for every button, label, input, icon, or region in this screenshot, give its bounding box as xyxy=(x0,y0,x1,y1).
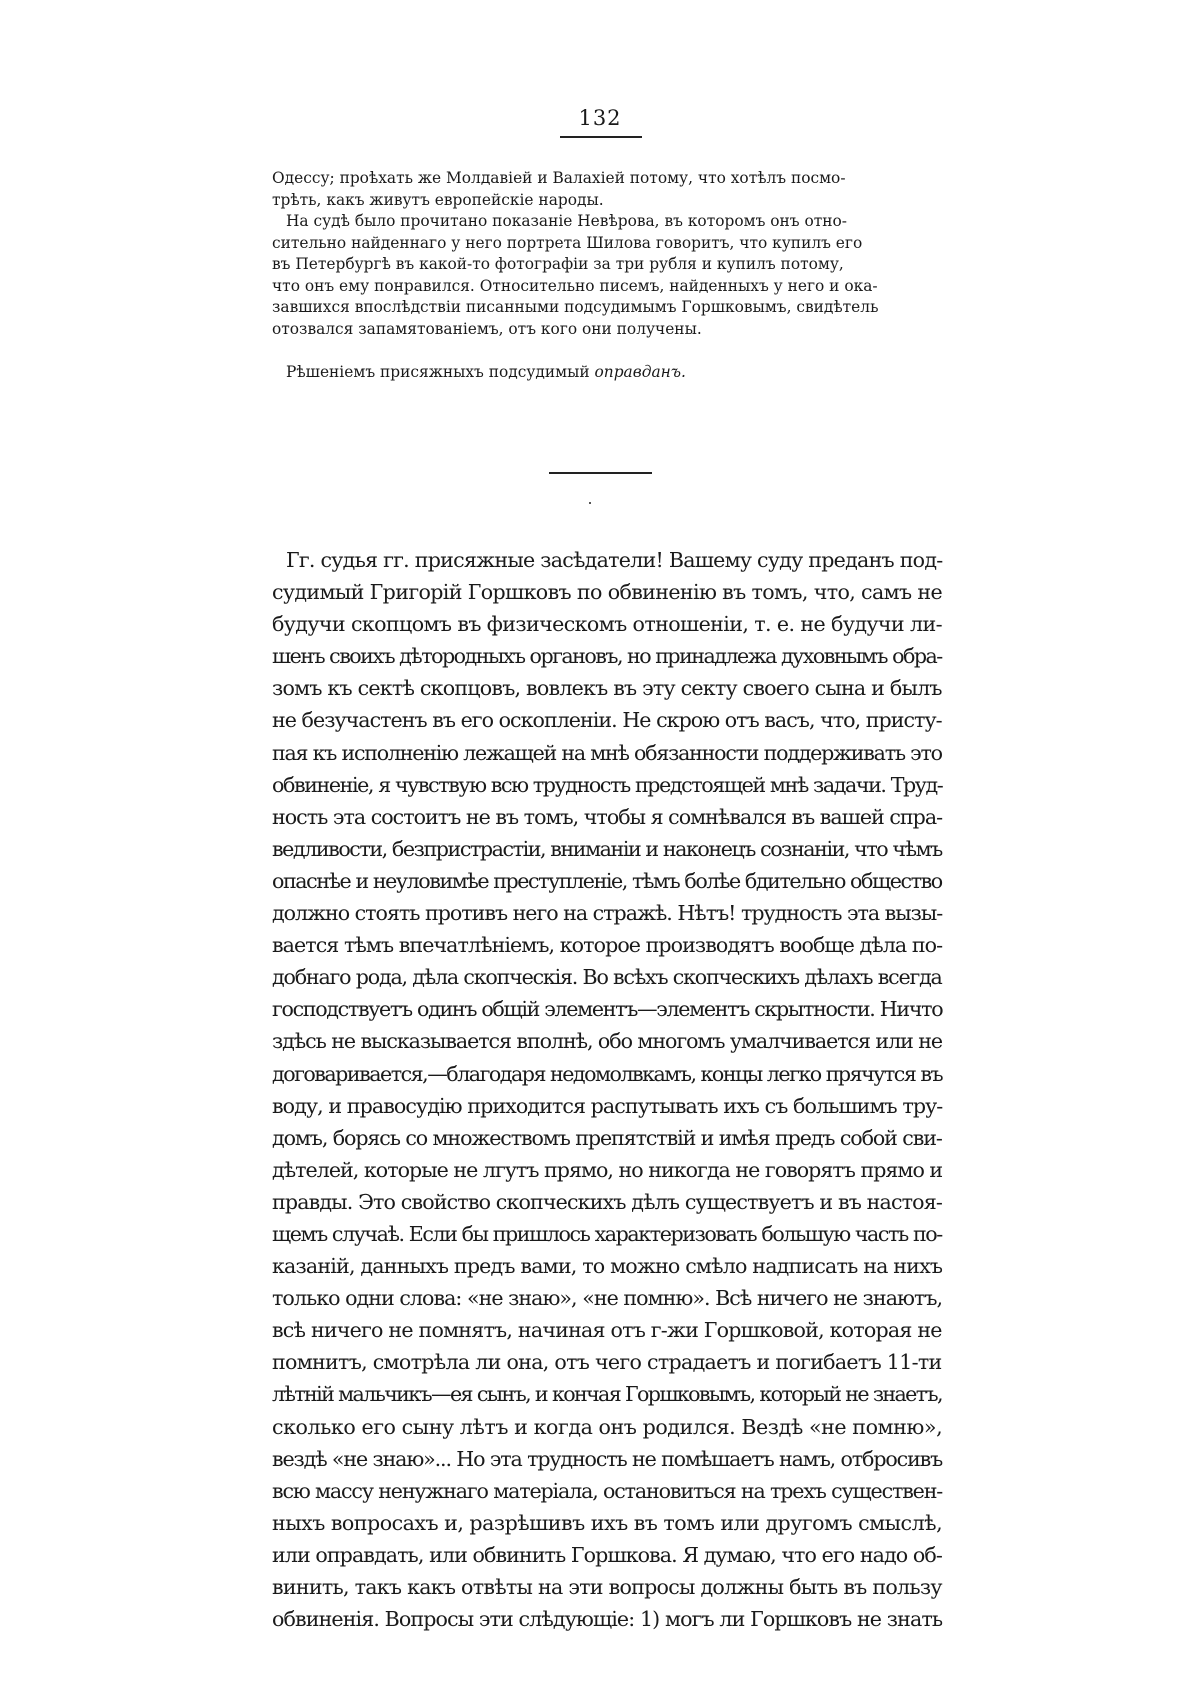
speech-line: обвиненія. Вопросы эти слѣдующіе: 1) могъ ли Горшковъ не знать xyxy=(272,1607,943,1632)
speech-line: будучи скопцомъ въ физическомъ отношеніи, т. е. не будучи ли- xyxy=(272,612,942,637)
speech-line: всю массу ненужнаго матеріала, остановиться на трехъ существен- xyxy=(272,1478,943,1503)
speech-line: пая къ исполненію лежащей на мнѣ обязанности поддерживать это xyxy=(272,740,942,765)
speech-line: не безучастенъ въ его оскопленіи. Не скрою отъ васъ, что, присту- xyxy=(272,708,942,733)
speech-line: ведливости, безпристрастіи, вниманіи и наконецъ сознаніи, что чѣмъ xyxy=(272,836,942,861)
speech-line: обвиненіе, я чувствую всю трудность предстоящей мнѣ задачи. Труд- xyxy=(272,772,943,797)
page-number: 132 xyxy=(578,106,622,130)
speech-line: опаснѣе и неуловимѣе преступленіе, тѣмъ болѣе бдительно общество xyxy=(272,868,942,893)
speech-line: щемъ случаѣ. Если бы пришлось характеризовать большую часть по- xyxy=(272,1221,942,1246)
speech-line: воду, и правосудію приходится распутывать ихъ съ большимъ тру- xyxy=(272,1093,943,1118)
speech-line: здѣсь не высказывается вполнѣ, обо многомъ умалчивается или не xyxy=(272,1029,943,1054)
summary-line: завшихся впослѣдствіи писанными подсудимымъ Горшковымъ, свидѣтель xyxy=(272,298,879,316)
prosecutor-speech xyxy=(272,544,942,1635)
speech-line: или оправдать, или обвинить Горшкова. Я думаю, что его надо об- xyxy=(272,1542,942,1567)
speech-line: всѣ ничего не помнятъ, начиная отъ г-жи Горшковой, которая не xyxy=(272,1318,942,1343)
speech-line: господствуетъ одинъ общій элементъ—элементъ скрытности. Ничто xyxy=(272,997,943,1022)
speech-line: лѣтній мальчикъ—ея сынъ, и кончая Горшковымъ, который не знаетъ, xyxy=(272,1382,942,1407)
verdict-result: оправданъ. xyxy=(594,363,686,381)
speech-line: шенъ своихъ дѣтородныхъ органовъ, но принадлежа духовнымъ обра- xyxy=(272,644,942,669)
decorative-dot xyxy=(589,502,591,504)
speech-line: должно стоять противъ него на стражѣ. Нѣтъ! трудность эта вызы- xyxy=(272,901,943,926)
speech-line: зомъ къ сектѣ скопцовъ, вовлекъ въ эту секту своего сына и былъ xyxy=(272,676,942,701)
speech-line: судимый Григорій Горшковъ по обвиненію въ томъ, что, самъ не xyxy=(272,580,943,605)
speech-line: ныхъ вопросахъ и, разрѣшивъ ихъ въ томъ или другомъ смыслѣ, xyxy=(272,1510,943,1535)
speech-line: только одни слова: «не знаю», «не помню». Всѣ ничего не знаютъ, xyxy=(272,1286,943,1311)
speech-line: добнаго рода, дѣла скопческія. Во всѣхъ скопческихъ дѣлахъ всегда xyxy=(272,965,942,990)
speech-line: помнитъ, смотрѣла ли она, отъ чего страдаетъ и погибаетъ 11-ти xyxy=(272,1350,942,1375)
verdict-line xyxy=(272,362,940,384)
speech-line: винить, такъ какъ отвѣты на эти вопросы должны быть въ пользу xyxy=(272,1575,942,1599)
summary-line: сительно найденнаго у него портрета Шилова говоритъ, что купилъ его xyxy=(272,233,863,252)
summary-line: трѣть, какъ живутъ европейскіе народы. xyxy=(272,190,604,209)
speech-line: дѣтелей, которые не лгутъ прямо, но никогда не говорятъ прямо и xyxy=(272,1157,943,1182)
summary-line: На судѣ было прочитано показаніе Невѣрова, въ которомъ онъ отно- xyxy=(286,212,847,230)
speech-line: договаривается,—благодаря недомолвкамъ, концы легко прячутся въ xyxy=(272,1061,943,1086)
speech-line: ность эта состоитъ не въ томъ, чтобы я сомнѣвался въ вашей спра- xyxy=(272,804,943,829)
summary-line: Одессу; проѣхать же Молдавіей и Валахіей потому, что хотѣлъ посмо- xyxy=(272,169,846,187)
speech-line: домъ, борясь со множествомъ препятствій и имѣя предъ собой сви- xyxy=(272,1125,942,1150)
summary-line: въ Петербургѣ въ какой-то фотографіи за три рубля и купилъ потому, xyxy=(272,255,844,273)
page-number-underline xyxy=(560,136,642,138)
summary-line: отозвался запамятованіемъ, отъ кого они получены. xyxy=(272,319,702,338)
verdict-text: Рѣшеніемъ присяжныхъ подсудимый xyxy=(286,363,590,381)
speech-line: Гг. судья гг. присяжные засѣдатели! Вашему суду преданъ под- xyxy=(286,548,943,572)
speech-line: вездѣ «не знаю»... Но эта трудность не помѣшаетъ намъ, отбросивъ xyxy=(272,1446,943,1471)
speech-line: сколько его сыну лѣтъ и когда онъ родился. Вездѣ «не помню», xyxy=(272,1414,943,1439)
speech-line: вается тѣмъ впечатлѣніемъ, которое производятъ вообще дѣла по- xyxy=(272,933,943,958)
speech-line: правды. Это свойство скопческихъ дѣлъ существуетъ и въ настоя- xyxy=(272,1189,942,1214)
summary-line: что онъ ему понравился. Относительно писемъ, найденныхъ у него и ока- xyxy=(272,276,878,295)
speech-line: казаній, данныхъ предъ вами, то можно смѣло надписать на нихъ xyxy=(272,1254,943,1279)
previous-case-summary xyxy=(272,168,940,384)
section-divider xyxy=(549,472,652,474)
